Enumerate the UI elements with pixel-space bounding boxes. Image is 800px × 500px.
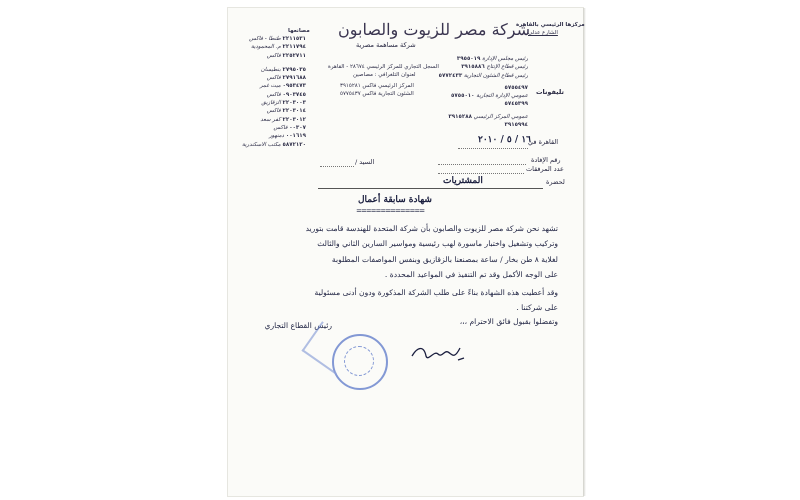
factory-row: ٠٠١٦١٩ دمنهور bbox=[269, 133, 306, 140]
closing-line: وتفضلوا بقبول فائق الاحترام ،،، bbox=[459, 317, 558, 326]
head-office-fax: المركز الرئيسي فاكس ٣٩١٥٢٨١ bbox=[340, 83, 414, 89]
factory-row: ٢٧٩١٦٨٨ فاكس bbox=[266, 75, 306, 82]
phone-row: عمومي المركز الرئيسي ٣٩١٥٢٨٨ bbox=[448, 113, 528, 120]
body-line-2: وتركيب وتشغيل واختبار ماسورة لهب رئيسية ومواسير السارين الثاني والثالث bbox=[317, 239, 558, 248]
letter-sheet bbox=[228, 8, 583, 496]
page-edge-shadow bbox=[583, 8, 586, 496]
body-line-1: تشهد نحن شركة مصر للزيوت والصابون بأن شركة المتحدة للهندسة قامت بتوريد bbox=[305, 224, 558, 233]
phone-row: عمومي الإدارة التجارية ٥٧٥٥٠١٠ bbox=[451, 93, 528, 100]
phone-row: ٥٧٥٥٤٩٧ bbox=[504, 84, 528, 91]
mr-line bbox=[320, 166, 354, 167]
factory-row: ٢٢١١٧٩٤ م. المحمودية bbox=[250, 44, 306, 51]
attachments-line bbox=[438, 173, 524, 174]
reference-number-line bbox=[438, 164, 526, 165]
factory-row: ٢٧٩٥٠٣٥ بنطيسان bbox=[260, 66, 306, 73]
reference-number-label: رقم الإفادة bbox=[531, 156, 561, 164]
addressee-name: المشتريات bbox=[443, 176, 483, 186]
factories-title: مصانعها bbox=[288, 28, 310, 34]
phone-row: رئيس قطاع الشئون التجارية ٥٧٧٢٤٣٣ bbox=[438, 72, 528, 79]
factory-row: ٠٩٠٣٧٤٥ فاكس bbox=[266, 91, 306, 98]
body-line-4: على الوجه الأكمل وقد تم التنفيذ في المواعيد المحددة . bbox=[384, 270, 558, 279]
date-label: القاهرة في bbox=[528, 138, 559, 146]
disclaimer-line-2: على شركتنا . bbox=[516, 303, 558, 312]
head-office-title: مركزها الرئيسي بالقاهرة bbox=[516, 22, 585, 28]
company-logo-subtitle: شركة مساهمة مصرية bbox=[356, 41, 416, 49]
commercial-fax: الشئون التجارية فاكس ٥٧٧٥٤٣٧ bbox=[340, 91, 414, 97]
phone-row: رئيس قطاع الإنتاج ٣٩١٥٨٨٦ bbox=[461, 64, 528, 71]
phones-list bbox=[420, 56, 528, 128]
certificate-title: شهادة سابقة أعمال bbox=[358, 195, 432, 205]
phone-row: رئيس مجلس الإدارة ٣٩٥٥٠١٩ bbox=[456, 56, 528, 62]
commercial-register: السجل التجاري للمركز الرئيسي ٢٨٦٧٤ - القاهرة bbox=[328, 64, 439, 70]
date-underline bbox=[458, 148, 528, 149]
factory-row: ٢٢٠٣٠١٢ كفر سعد bbox=[260, 116, 306, 123]
signatory-title: رئيس القطاع التجاري bbox=[264, 321, 332, 330]
date-value: ١٦ / ٥ / ٢٠١٠ bbox=[478, 135, 531, 145]
certificate-title-underline: ============== bbox=[356, 207, 425, 215]
factory-row: ٢٢١١٥٣١ طنطا - فاكس bbox=[249, 36, 306, 42]
head-office-street: الشارع عدلي bbox=[528, 30, 558, 36]
company-logo-text: شركة مصر للزيوت والصابون bbox=[338, 20, 531, 39]
handwritten-signature bbox=[408, 338, 468, 368]
attachments-label: عدد المرفقات bbox=[526, 165, 564, 173]
factory-row: ٠٠٣٠٧ فاكس bbox=[273, 124, 306, 131]
factories-list bbox=[228, 36, 306, 148]
disclaimer-line-1: وقد أعطيت هذه الشهادة بناءً على طلب الشركة المذكورة ودون أدنى مسئولية bbox=[314, 288, 558, 297]
mr-label: السيد / bbox=[355, 158, 375, 166]
factory-row: ٥٨٧٢١٢٠ مكتب الاسكندرية bbox=[241, 141, 306, 148]
addressee-line bbox=[318, 188, 543, 189]
factory-row: ٢٢٠٣٠٠٣ الزقازيق bbox=[261, 100, 306, 107]
factory-row: ٠٩٥٣٤٧٣ ميت غمر bbox=[259, 83, 306, 90]
telegraph-address: لعنوان التلغرافي : مصاصين bbox=[353, 72, 416, 78]
to-label: لحضرة bbox=[546, 178, 565, 186]
factory-row: ٢٢٥٢٧١١ فاكس bbox=[266, 52, 306, 59]
phone-row: ٣٩١٥٩٩٤ bbox=[504, 122, 528, 129]
company-stamp bbox=[332, 334, 388, 390]
factory-row: ٢٢٠٣٠١٤ فاكس bbox=[266, 108, 306, 115]
body-line-3: لغلاية ٨ طن بخار / ساعة بمصنعنا بالزقازيق وبنفس المواصفات المطلوبة bbox=[331, 255, 558, 264]
phones-label: تليفونات bbox=[536, 88, 564, 96]
phone-row: ٥٧٤٥٣٩٩ bbox=[504, 101, 528, 108]
